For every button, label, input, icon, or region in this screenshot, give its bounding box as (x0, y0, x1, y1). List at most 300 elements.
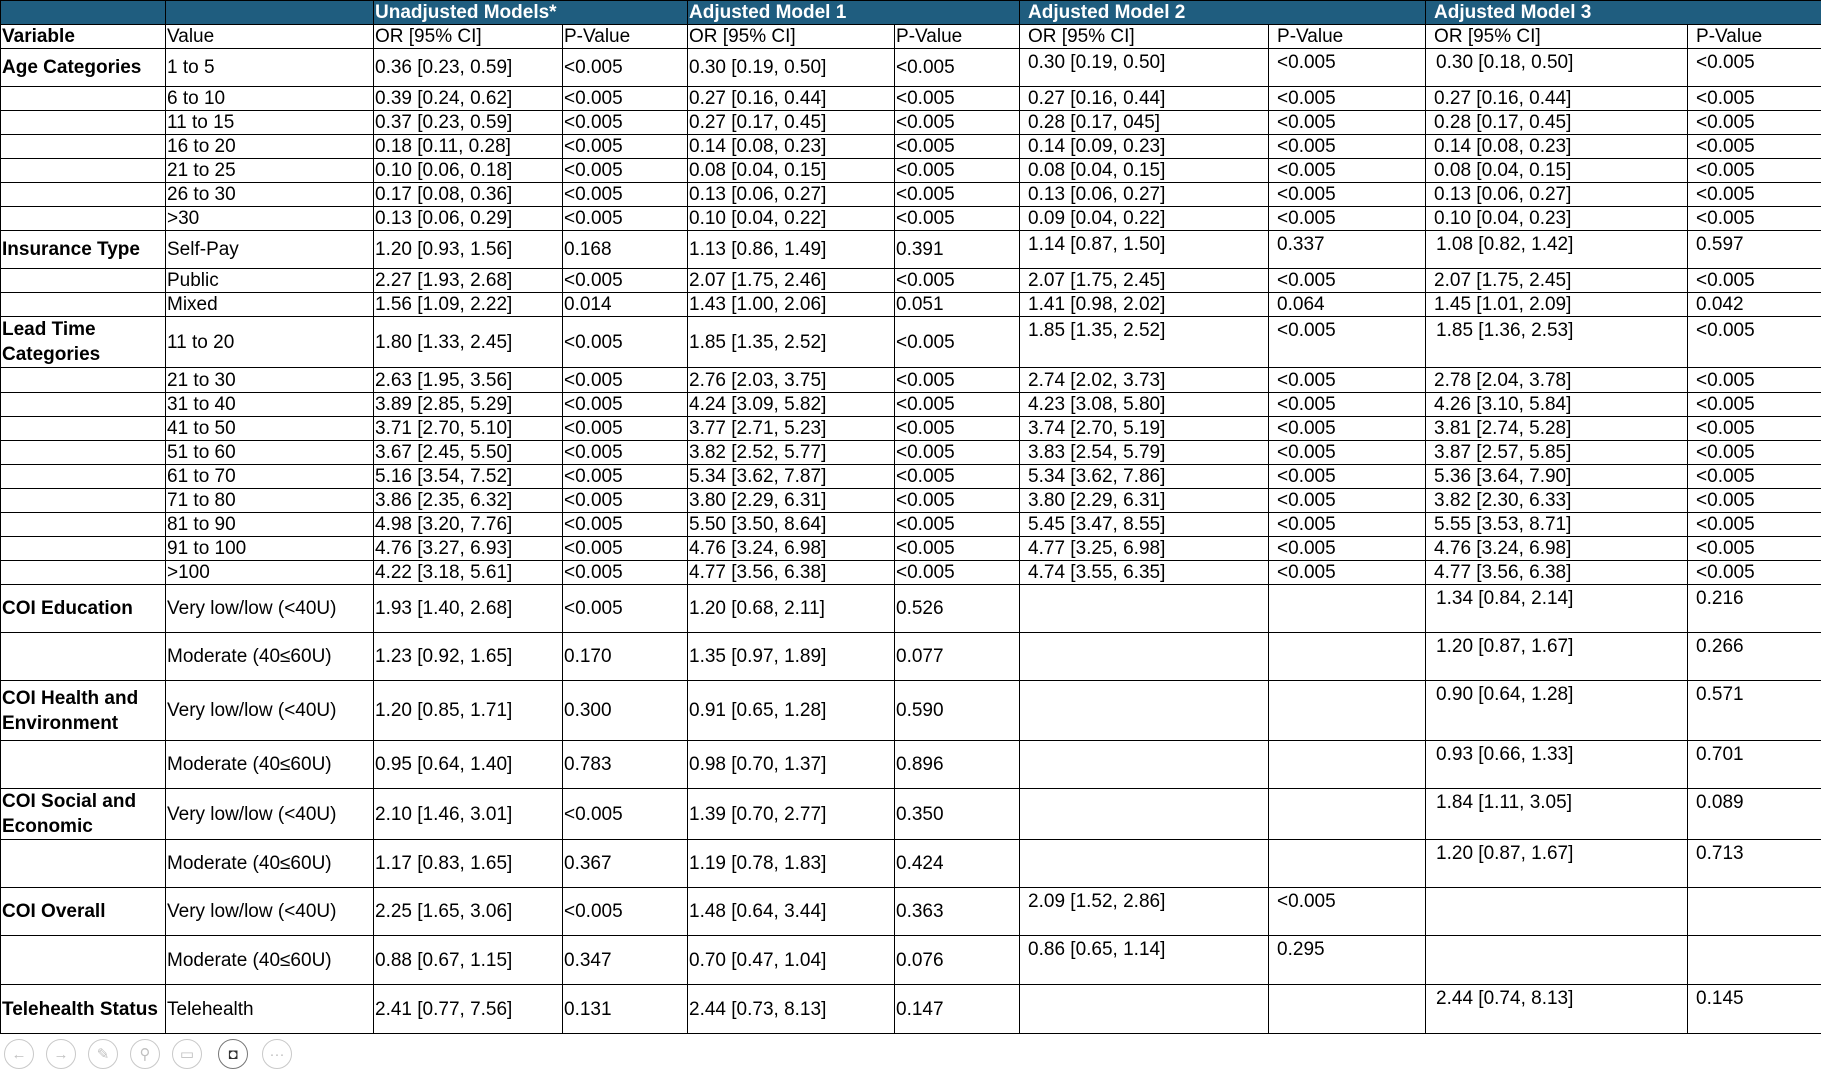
adjusted-3-p-cell: <0.005 (1688, 513, 1821, 537)
forward-arrow-icon[interactable]: → (46, 1039, 76, 1069)
unadjusted-p-cell: 0.168 (563, 231, 688, 269)
adjusted-1-or-cell: 0.13 [0.06, 0.27] (688, 183, 895, 207)
unadjusted-p-cell: <0.005 (563, 368, 688, 393)
adjusted-3-p-cell: <0.005 (1688, 489, 1821, 513)
adjusted-1-p-cell: <0.005 (895, 561, 1020, 585)
value-cell: 91 to 100 (166, 537, 374, 561)
table-row (1, 135, 1821, 159)
unadjusted-p-cell: <0.005 (563, 87, 688, 111)
unadjusted-p-cell: <0.005 (563, 888, 688, 936)
adjusted-1-or-cell: 4.76 [3.24, 6.98] (688, 537, 895, 561)
adjusted-2-or-cell (1020, 985, 1269, 1034)
adjusted-3-or-cell: 1.20 [0.87, 1.67] (1426, 633, 1688, 681)
unadjusted-or-cell: 2.63 [1.95, 3.56] (374, 368, 563, 393)
adjusted-1-p-cell: 0.350 (895, 789, 1020, 840)
adjusted-3-p-cell: 0.713 (1688, 840, 1821, 888)
adjusted-1-p-cell: <0.005 (895, 183, 1020, 207)
table-row (1, 985, 1821, 1034)
adjusted-2-p-cell: 0.337 (1269, 231, 1426, 269)
adjusted-3-or-cell: 3.87 [2.57, 5.85] (1426, 441, 1688, 465)
adjusted-3-or-cell (1426, 936, 1688, 985)
adjusted-3-p-cell: <0.005 (1688, 441, 1821, 465)
adjusted-1-or-cell: 0.70 [0.47, 1.04] (688, 936, 895, 985)
unadjusted-or-cell: 4.98 [3.20, 7.76] (374, 513, 563, 537)
header-blank-variable (1, 1, 166, 25)
unadjusted-or-cell: 0.37 [0.23, 0.59] (374, 111, 563, 135)
adjusted-1-p-cell: <0.005 (895, 111, 1020, 135)
adjusted-2-p-cell: <0.005 (1269, 135, 1426, 159)
unadjusted-or-cell: 3.67 [2.45, 5.50] (374, 441, 563, 465)
table-row (1, 417, 1821, 441)
value-cell: 11 to 15 (166, 111, 374, 135)
col-adjusted-1-p: P-Value (895, 25, 1020, 49)
variable-cell (1, 489, 166, 513)
more-icon[interactable]: ··· (262, 1039, 292, 1069)
adjusted-3-or-cell: 3.82 [2.30, 6.33] (1426, 489, 1688, 513)
adjusted-3-or-cell: 1.34 [0.84, 2.14] (1426, 585, 1688, 633)
unadjusted-or-cell: 0.17 [0.08, 0.36] (374, 183, 563, 207)
adjusted-3-p-cell: 0.089 (1688, 789, 1821, 840)
value-cell: Public (166, 269, 374, 293)
adjusted-1-or-cell: 0.30 [0.19, 0.50] (688, 49, 895, 87)
unadjusted-or-cell: 1.23 [0.92, 1.65] (374, 633, 563, 681)
adjusted-2-or-cell: 2.74 [2.02, 3.73] (1020, 368, 1269, 393)
adjusted-1-p-cell: 0.076 (895, 936, 1020, 985)
magnifier-icon[interactable]: ⚲ (130, 1039, 160, 1069)
value-cell: Moderate (40≤60U) (166, 633, 374, 681)
adjusted-1-or-cell: 0.08 [0.04, 0.15] (688, 159, 895, 183)
table-row (1, 183, 1821, 207)
adjusted-2-p-cell: <0.005 (1269, 317, 1426, 368)
table-row (1, 789, 1821, 840)
adjusted-2-p-cell: <0.005 (1269, 159, 1426, 183)
table-row (1, 368, 1821, 393)
value-cell: 61 to 70 (166, 465, 374, 489)
adjusted-1-p-cell: 0.526 (895, 585, 1020, 633)
adjusted-3-or-cell: 4.77 [3.56, 6.38] (1426, 561, 1688, 585)
col-adjusted-1-or: OR [95% CI] (688, 25, 895, 49)
unadjusted-p-cell: <0.005 (563, 317, 688, 368)
adjusted-1-p-cell: <0.005 (895, 159, 1020, 183)
table-row (1, 49, 1821, 87)
unadjusted-or-cell: 4.76 [3.27, 6.93] (374, 537, 563, 561)
unadjusted-p-cell: <0.005 (563, 561, 688, 585)
adjusted-2-or-cell: 0.13 [0.06, 0.27] (1020, 183, 1269, 207)
variable-cell (1, 513, 166, 537)
unadjusted-p-cell: <0.005 (563, 465, 688, 489)
adjusted-3-p-cell: <0.005 (1688, 111, 1821, 135)
adjusted-2-p-cell: <0.005 (1269, 269, 1426, 293)
adjusted-2-p-cell: <0.005 (1269, 441, 1426, 465)
variable-cell (1, 87, 166, 111)
variable-cell (1, 633, 166, 681)
unadjusted-p-cell: <0.005 (563, 393, 688, 417)
unadjusted-or-cell: 0.36 [0.23, 0.59] (374, 49, 563, 87)
adjusted-3-or-cell: 4.26 [3.10, 5.84] (1426, 393, 1688, 417)
value-cell: Moderate (40≤60U) (166, 741, 374, 789)
adjusted-3-p-cell: <0.005 (1688, 465, 1821, 489)
unadjusted-p-cell: 0.783 (563, 741, 688, 789)
adjusted-2-p-cell: <0.005 (1269, 513, 1426, 537)
unadjusted-or-cell: 1.17 [0.83, 1.65] (374, 840, 563, 888)
adjusted-3-p-cell: <0.005 (1688, 368, 1821, 393)
variable-cell: Lead Time Categories (1, 317, 166, 368)
adjusted-1-or-cell: 1.43 [1.00, 2.06] (688, 293, 895, 317)
adjusted-2-p-cell: 0.064 (1269, 293, 1426, 317)
unadjusted-p-cell: <0.005 (563, 135, 688, 159)
table-row (1, 87, 1821, 111)
variable-cell (1, 269, 166, 293)
adjusted-1-or-cell: 1.13 [0.86, 1.49] (688, 231, 895, 269)
header-blank-value (166, 1, 374, 25)
adjusted-1-or-cell: 3.80 [2.29, 6.31] (688, 489, 895, 513)
col-value: Value (166, 25, 374, 49)
adjusted-2-or-cell: 2.07 [1.75, 2.45] (1020, 269, 1269, 293)
adjusted-3-or-cell (1426, 888, 1688, 936)
adjusted-1-p-cell: <0.005 (895, 368, 1020, 393)
unadjusted-p-cell: 0.300 (563, 681, 688, 741)
adjusted-3-or-cell: 2.78 [2.04, 3.78] (1426, 368, 1688, 393)
variable-cell (1, 936, 166, 985)
adjusted-3-or-cell: 1.85 [1.36, 2.53] (1426, 317, 1688, 368)
table-row (1, 741, 1821, 789)
unadjusted-p-cell: 0.347 (563, 936, 688, 985)
adjusted-1-p-cell: 0.896 (895, 741, 1020, 789)
table-row (1, 269, 1821, 293)
adjusted-2-p-cell: <0.005 (1269, 489, 1426, 513)
col-variable: Variable (1, 25, 166, 49)
variable-cell (1, 537, 166, 561)
adjusted-1-or-cell: 4.77 [3.56, 6.38] (688, 561, 895, 585)
adjusted-2-p-cell (1269, 741, 1426, 789)
adjusted-2-or-cell: 1.85 [1.35, 2.52] (1020, 317, 1269, 368)
adjusted-3-p-cell: <0.005 (1688, 159, 1821, 183)
unadjusted-or-cell: 0.39 [0.24, 0.62] (374, 87, 563, 111)
variable-cell (1, 840, 166, 888)
adjusted-2-or-cell: 5.45 [3.47, 8.55] (1020, 513, 1269, 537)
adjusted-1-p-cell: 0.363 (895, 888, 1020, 936)
col-unadjusted-p: P-Value (563, 25, 688, 49)
table-row (1, 231, 1821, 269)
value-cell: Moderate (40≤60U) (166, 840, 374, 888)
adjusted-3-p-cell: <0.005 (1688, 135, 1821, 159)
adjusted-2-or-cell: 3.74 [2.70, 5.19] (1020, 417, 1269, 441)
adjusted-2-or-cell: 1.41 [0.98, 2.02] (1020, 293, 1269, 317)
table-row (1, 633, 1821, 681)
adjusted-2-p-cell: 0.295 (1269, 936, 1426, 985)
adjusted-1-or-cell: 0.27 [0.17, 0.45] (688, 111, 895, 135)
adjusted-3-p-cell: <0.005 (1688, 49, 1821, 87)
value-cell: 16 to 20 (166, 135, 374, 159)
adjusted-1-or-cell: 3.82 [2.52, 5.77] (688, 441, 895, 465)
adjusted-1-or-cell: 1.85 [1.35, 2.52] (688, 317, 895, 368)
value-cell: Very low/low (<40U) (166, 681, 374, 741)
adjusted-1-or-cell: 4.24 [3.09, 5.82] (688, 393, 895, 417)
adjusted-2-p-cell (1269, 681, 1426, 741)
table-row (1, 111, 1821, 135)
adjusted-1-p-cell: 0.590 (895, 681, 1020, 741)
adjusted-3-p-cell: 0.145 (1688, 985, 1821, 1034)
adjusted-3-or-cell: 0.30 [0.18, 0.50] (1426, 49, 1688, 87)
adjusted-2-or-cell: 4.74 [3.55, 6.35] (1020, 561, 1269, 585)
unadjusted-or-cell: 2.41 [0.77, 7.56] (374, 985, 563, 1034)
variable-cell: Insurance Type (1, 231, 166, 269)
value-cell: Self-Pay (166, 231, 374, 269)
adjusted-2-or-cell (1020, 585, 1269, 633)
unadjusted-p-cell: <0.005 (563, 207, 688, 231)
group-adjusted-1: Adjusted Model 1 (688, 1, 1020, 25)
adjusted-1-p-cell: <0.005 (895, 537, 1020, 561)
adjusted-1-or-cell: 1.20 [0.68, 2.11] (688, 585, 895, 633)
variable-cell (1, 465, 166, 489)
adjusted-3-or-cell: 0.93 [0.66, 1.33] (1426, 741, 1688, 789)
unadjusted-or-cell: 0.13 [0.06, 0.29] (374, 207, 563, 231)
value-cell: >30 (166, 207, 374, 231)
value-cell: 71 to 80 (166, 489, 374, 513)
adjusted-1-or-cell: 5.50 [3.50, 8.64] (688, 513, 895, 537)
adjusted-1-p-cell: <0.005 (895, 87, 1020, 111)
table-row (1, 159, 1821, 183)
adjusted-3-p-cell: <0.005 (1688, 537, 1821, 561)
adjusted-2-p-cell: <0.005 (1269, 393, 1426, 417)
adjusted-2-p-cell: <0.005 (1269, 417, 1426, 441)
adjusted-3-p-cell: 0.701 (1688, 741, 1821, 789)
back-arrow-icon[interactable]: ← (4, 1039, 34, 1069)
adjusted-3-or-cell: 1.45 [1.01, 2.09] (1426, 293, 1688, 317)
unadjusted-or-cell: 0.95 [0.64, 1.40] (374, 741, 563, 789)
table-row (1, 441, 1821, 465)
adjusted-2-p-cell: <0.005 (1269, 183, 1426, 207)
adjusted-3-or-cell: 2.44 [0.74, 8.13] (1426, 985, 1688, 1034)
adjusted-3-or-cell: 5.55 [3.53, 8.71] (1426, 513, 1688, 537)
variable-cell: COI Health and Environment (1, 681, 166, 741)
subtitles-icon[interactable]: ▭ (172, 1039, 202, 1069)
table-row (1, 489, 1821, 513)
value-cell: 31 to 40 (166, 393, 374, 417)
unadjusted-p-cell: <0.005 (563, 111, 688, 135)
unadjusted-p-cell: 0.170 (563, 633, 688, 681)
unadjusted-p-cell: 0.131 (563, 985, 688, 1034)
variable-cell: COI Overall (1, 888, 166, 936)
table-row (1, 293, 1821, 317)
adjusted-2-or-cell: 2.09 [1.52, 2.86] (1020, 888, 1269, 936)
table-row (1, 840, 1821, 888)
unadjusted-or-cell: 2.25 [1.65, 3.06] (374, 888, 563, 936)
adjusted-2-or-cell: 0.09 [0.04, 0.22] (1020, 207, 1269, 231)
unadjusted-or-cell: 1.56 [1.09, 2.22] (374, 293, 563, 317)
unadjusted-p-cell: <0.005 (563, 49, 688, 87)
value-cell: Very low/low (<40U) (166, 585, 374, 633)
unadjusted-or-cell: 2.27 [1.93, 2.68] (374, 269, 563, 293)
unadjusted-p-cell: <0.005 (563, 159, 688, 183)
variable-cell (1, 393, 166, 417)
adjusted-3-p-cell: <0.005 (1688, 561, 1821, 585)
camera-icon[interactable]: ◘ (218, 1039, 248, 1069)
adjusted-3-or-cell: 0.28 [0.17, 0.45] (1426, 111, 1688, 135)
value-cell: Mixed (166, 293, 374, 317)
col-adjusted-3-p: P-Value (1688, 25, 1821, 49)
adjusted-1-p-cell: <0.005 (895, 207, 1020, 231)
adjusted-1-p-cell: 0.051 (895, 293, 1020, 317)
variable-cell (1, 135, 166, 159)
unadjusted-or-cell: 1.93 [1.40, 2.68] (374, 585, 563, 633)
col-adjusted-3-or: OR [95% CI] (1426, 25, 1688, 49)
table-row (1, 465, 1821, 489)
adjusted-3-or-cell: 3.81 [2.74, 5.28] (1426, 417, 1688, 441)
unadjusted-or-cell: 4.22 [3.18, 5.61] (374, 561, 563, 585)
adjusted-3-p-cell: <0.005 (1688, 207, 1821, 231)
value-cell: 1 to 5 (166, 49, 374, 87)
column-header-row (1, 25, 1821, 49)
adjusted-3-or-cell: 2.07 [1.75, 2.45] (1426, 269, 1688, 293)
adjusted-3-or-cell: 1.08 [0.82, 1.42] (1426, 231, 1688, 269)
adjusted-2-p-cell: <0.005 (1269, 207, 1426, 231)
col-adjusted-2-p: P-Value (1269, 25, 1426, 49)
value-cell: Very low/low (<40U) (166, 888, 374, 936)
adjusted-3-p-cell: <0.005 (1688, 317, 1821, 368)
table-row (1, 561, 1821, 585)
variable-cell: COI Social and Economic (1, 789, 166, 840)
value-cell: 21 to 25 (166, 159, 374, 183)
adjusted-1-p-cell: 0.077 (895, 633, 1020, 681)
value-cell: 26 to 30 (166, 183, 374, 207)
unadjusted-p-cell: <0.005 (563, 789, 688, 840)
unadjusted-p-cell: <0.005 (563, 441, 688, 465)
adjusted-2-or-cell: 0.28 [0.17, 045] (1020, 111, 1269, 135)
value-cell: 81 to 90 (166, 513, 374, 537)
unadjusted-or-cell: 1.20 [0.93, 1.56] (374, 231, 563, 269)
adjusted-1-or-cell: 1.48 [0.64, 3.44] (688, 888, 895, 936)
adjusted-1-or-cell: 3.77 [2.71, 5.23] (688, 417, 895, 441)
adjusted-2-or-cell: 0.30 [0.19, 0.50] (1020, 49, 1269, 87)
unadjusted-or-cell: 0.88 [0.67, 1.15] (374, 936, 563, 985)
presentation-toolbar (0, 1034, 380, 1074)
adjusted-3-p-cell: 0.266 (1688, 633, 1821, 681)
adjusted-1-or-cell: 0.27 [0.16, 0.44] (688, 87, 895, 111)
adjusted-1-p-cell: <0.005 (895, 269, 1020, 293)
group-adjusted-2: Adjusted Model 2 (1020, 1, 1426, 25)
value-cell: Telehealth (166, 985, 374, 1034)
adjusted-1-or-cell: 1.19 [0.78, 1.83] (688, 840, 895, 888)
adjusted-3-p-cell: 0.571 (1688, 681, 1821, 741)
adjusted-3-p-cell: <0.005 (1688, 393, 1821, 417)
unadjusted-or-cell: 0.18 [0.11, 0.28] (374, 135, 563, 159)
variable-cell: Telehealth Status (1, 985, 166, 1034)
variable-cell (1, 368, 166, 393)
unadjusted-or-cell: 3.86 [2.35, 6.32] (374, 489, 563, 513)
adjusted-2-or-cell (1020, 789, 1269, 840)
unadjusted-p-cell: <0.005 (563, 183, 688, 207)
unadjusted-p-cell: <0.005 (563, 585, 688, 633)
adjusted-3-p-cell (1688, 936, 1821, 985)
adjusted-1-or-cell: 2.07 [1.75, 2.46] (688, 269, 895, 293)
adjusted-3-or-cell: 0.14 [0.08, 0.23] (1426, 135, 1688, 159)
adjusted-1-p-cell: <0.005 (895, 393, 1020, 417)
variable-cell (1, 561, 166, 585)
variable-cell (1, 441, 166, 465)
pen-icon[interactable]: ✎ (88, 1039, 118, 1069)
adjusted-1-p-cell: 0.424 (895, 840, 1020, 888)
adjusted-2-or-cell: 0.86 [0.65, 1.14] (1020, 936, 1269, 985)
unadjusted-p-cell: <0.005 (563, 269, 688, 293)
adjusted-2-or-cell: 0.14 [0.09, 0.23] (1020, 135, 1269, 159)
adjusted-3-p-cell: <0.005 (1688, 87, 1821, 111)
adjusted-3-p-cell: <0.005 (1688, 269, 1821, 293)
table-row (1, 317, 1821, 368)
unadjusted-p-cell: 0.367 (563, 840, 688, 888)
unadjusted-or-cell: 3.71 [2.70, 5.10] (374, 417, 563, 441)
adjusted-3-or-cell: 5.36 [3.64, 7.90] (1426, 465, 1688, 489)
adjusted-1-p-cell: <0.005 (895, 135, 1020, 159)
table-row (1, 888, 1821, 936)
adjusted-2-or-cell: 1.14 [0.87, 1.50] (1020, 231, 1269, 269)
adjusted-1-or-cell: 2.76 [2.03, 3.75] (688, 368, 895, 393)
table-row (1, 513, 1821, 537)
adjusted-1-p-cell: <0.005 (895, 489, 1020, 513)
adjusted-3-or-cell: 1.20 [0.87, 1.67] (1426, 840, 1688, 888)
adjusted-1-or-cell: 5.34 [3.62, 7.87] (688, 465, 895, 489)
adjusted-1-p-cell: <0.005 (895, 465, 1020, 489)
value-cell: 6 to 10 (166, 87, 374, 111)
adjusted-3-p-cell (1688, 888, 1821, 936)
adjusted-2-or-cell: 0.27 [0.16, 0.44] (1020, 87, 1269, 111)
adjusted-2-p-cell (1269, 633, 1426, 681)
unadjusted-p-cell: <0.005 (563, 417, 688, 441)
table-row (1, 681, 1821, 741)
unadjusted-p-cell: <0.005 (563, 513, 688, 537)
adjusted-3-p-cell: 0.042 (1688, 293, 1821, 317)
variable-cell: COI Education (1, 585, 166, 633)
variable-cell: Age Categories (1, 49, 166, 87)
adjusted-3-or-cell: 0.27 [0.16, 0.44] (1426, 87, 1688, 111)
unadjusted-or-cell: 0.10 [0.06, 0.18] (374, 159, 563, 183)
col-unadjusted-or: OR [95% CI] (374, 25, 563, 49)
variable-cell (1, 183, 166, 207)
adjusted-1-p-cell: <0.005 (895, 441, 1020, 465)
adjusted-1-p-cell: <0.005 (895, 513, 1020, 537)
unadjusted-or-cell: 2.10 [1.46, 3.01] (374, 789, 563, 840)
adjusted-1-or-cell: 0.91 [0.65, 1.28] (688, 681, 895, 741)
unadjusted-p-cell: <0.005 (563, 537, 688, 561)
unadjusted-or-cell: 1.20 [0.85, 1.71] (374, 681, 563, 741)
group-adjusted-3: Adjusted Model 3 (1426, 1, 1821, 25)
value-cell: Moderate (40≤60U) (166, 936, 374, 985)
value-cell: >100 (166, 561, 374, 585)
variable-cell (1, 207, 166, 231)
value-cell: 21 to 30 (166, 368, 374, 393)
adjusted-2-p-cell (1269, 985, 1426, 1034)
unadjusted-or-cell: 1.80 [1.33, 2.45] (374, 317, 563, 368)
adjusted-1-or-cell: 0.10 [0.04, 0.22] (688, 207, 895, 231)
adjusted-2-p-cell: <0.005 (1269, 111, 1426, 135)
value-cell: 51 to 60 (166, 441, 374, 465)
adjusted-3-or-cell: 0.10 [0.04, 0.23] (1426, 207, 1688, 231)
variable-cell (1, 293, 166, 317)
variable-cell (1, 741, 166, 789)
adjusted-2-p-cell (1269, 789, 1426, 840)
adjusted-3-p-cell: <0.005 (1688, 183, 1821, 207)
adjusted-2-or-cell: 4.23 [3.08, 5.80] (1020, 393, 1269, 417)
adjusted-2-p-cell (1269, 840, 1426, 888)
table-row (1, 585, 1821, 633)
adjusted-3-or-cell: 1.84 [1.11, 3.05] (1426, 789, 1688, 840)
table-row (1, 393, 1821, 417)
adjusted-1-or-cell: 0.14 [0.08, 0.23] (688, 135, 895, 159)
adjusted-1-p-cell: <0.005 (895, 317, 1020, 368)
table-row (1, 537, 1821, 561)
value-cell: Very low/low (<40U) (166, 789, 374, 840)
adjusted-1-p-cell: 0.391 (895, 231, 1020, 269)
